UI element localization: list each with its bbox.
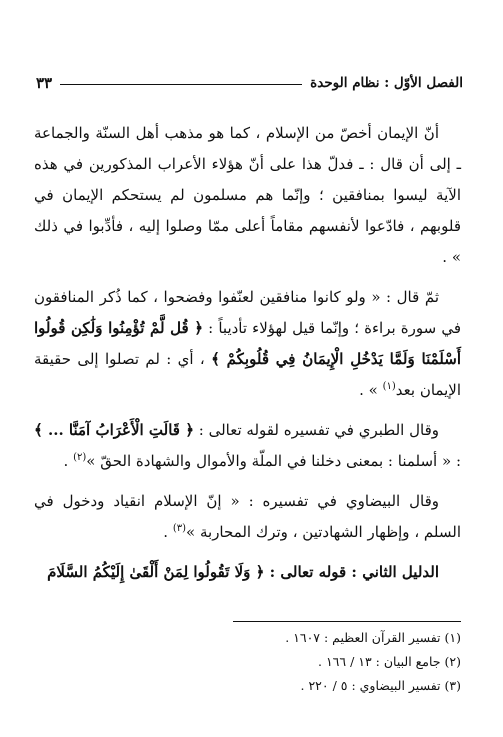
footnote-3: (٣) تفسير البيضاوي : ٥ / ٢٢٠ . [300,678,461,693]
footnote-1: (١) تفسير القرآن العظيم : ١٦٠٧ . [285,630,461,645]
paragraph-2-end: » . [359,381,383,399]
paragraph-4-end: . [163,523,173,541]
paragraph-2-before: ثمّ قال : « ولو كانوا منافقين لعنّفوا وفضحوا ، كما ذُكر المنافقون في سورة براءة ؛ وإنّما قيل لهؤلاء تأديباً : [34,288,461,337]
quran-verse-1: ﴿ قُل لَّمْ تُؤْمِنُوا وَلَٰكِن قُولُوا أَسْلَمْنَا وَلَمَّا يَدْخُلِ الْإِيمَانُ فِي قُلُوبِكُمْ ﴾ [34,319,462,368]
chapter-title: الفصل الأوّل : نظام الوحدة [310,75,463,91]
paragraph-5 [34,557,461,588]
paragraph-4 [34,486,461,548]
paragraph-2 [34,282,461,406]
footnote-ref-1[interactable]: (١) [382,381,396,392]
footnotes [120,626,461,698]
page-number: ٣٣ [36,74,53,92]
paragraph-1-text: أنّ الإيمان أخصّ من الإسلام ، كما هو مذهب أهل السنّة والجماعة ـ إلى أن قال : ـ فدلّ هذا على أنّ هؤلاء الأعراب المذكورين في هذه الآية ليسوا بمنافقين ؛ وإنّما هم مسلمون لم يستحكم الإيمان في قلوبهم ، فادّعوا لأنفسهم مقاماً أعلى ممّا وصلوا إليه ، فأدِّبوا في ذلك » . [34,124,461,266]
paragraph-3-before: وقال الطبري في تفسيره لقوله تعالى : [193,421,439,439]
footnote-2: (٢) جامع البيان : ١٣ / ١٦٦ . [317,654,461,669]
running-head [36,72,463,94]
paragraph-3-end: . [63,452,74,470]
paragraph-4-text: وقال البيضاوي في تفسيره : « إنّ الإسلام انقياد ودخول في السلم ، وإظهار الشهادتين ، وترك المحاربة » [34,492,461,541]
footnote-ref-2[interactable]: (٢) [73,452,87,463]
quran-verse-3: ﴿ وَلَا تَقُولُوا لِمَنْ أَلْقَىٰ إِلَيْكُمُ السَّلَامَ [47,563,265,581]
paragraph-3 [34,415,461,477]
paragraph-3-after: : « أسلمنا : بمعنى دخلنا في الملّة والأموال والشهادة الحقّ » [86,452,461,470]
quran-verse-2: ﴿ قَالَتِ الْأَعْرَابُ آمَنَّا ... ﴾ [34,421,194,439]
body-text [34,118,461,588]
paragraph-1 [34,118,461,273]
paragraph-2-after: ، أي : لم تصلوا إلى حقيقة الإيمان بعد [34,350,461,399]
footnote-separator [233,621,461,622]
section-lead: الدليل الثاني : قوله تعالى : [264,563,439,581]
header-rule [60,84,302,85]
footnote-ref-3[interactable]: (٣) [172,523,187,534]
